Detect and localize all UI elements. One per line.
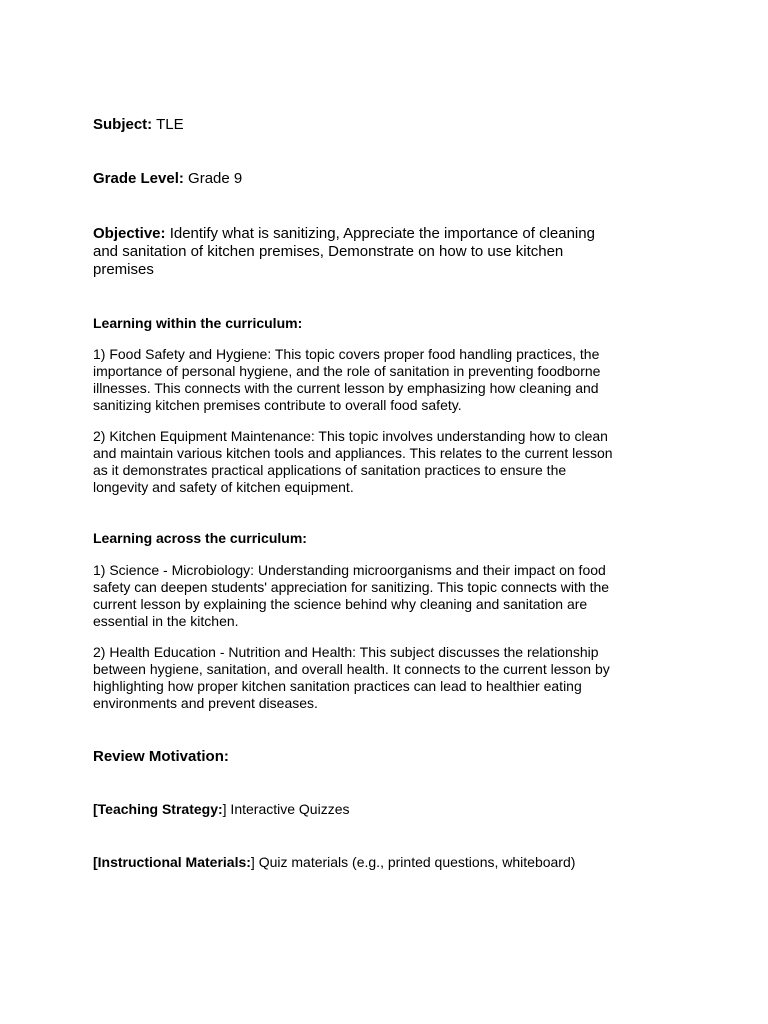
strategy-value: ] Interactive Quizzes [222, 801, 350, 817]
objective-line-1 [93, 225, 595, 243]
review-heading [93, 748, 229, 766]
within-item2-line3: as it demonstrates practical applications of sanitation practices to ensure the [93, 462, 567, 478]
across-item2-line1: 2) Health Education - Nutrition and Health: This subject discusses the relationship [93, 644, 599, 660]
within-item1-line2: importance of personal hygiene, and the role of sanitation in preventing foodborne [93, 363, 601, 379]
objective-line-2: and sanitation of kitchen premises, Demonstrate on how to use kitchen [93, 243, 564, 260]
across-item1-line1: 1) Science - Microbiology: Understanding microorganisms and their impact on food [93, 562, 606, 578]
grade-label: Grade Level: [93, 170, 184, 187]
subject-label: Subject: [93, 116, 153, 133]
within-item2-line1: 2) Kitchen Equipment Maintenance: This topic involves understanding how to clean [93, 428, 608, 444]
subject-value: TLE [152, 116, 184, 133]
within-item1-line1: 1) Food Safety and Hygiene: This topic covers proper food handling practices, the [93, 346, 600, 362]
review-heading-text: Review Motivation: [93, 748, 229, 765]
across-item2-line3: highlighting how proper kitchen sanitation practices can lead to healthier eating [93, 678, 582, 694]
objective-label: Objective: [93, 225, 166, 242]
objective-text-1: Identify what is sanitizing, Appreciate the importance of cleaning [165, 225, 595, 242]
across-item1-line4: essential in the kitchen. [93, 613, 239, 629]
within-item1-line3: illnesses. This connects with the current lesson by emphasizing how cleaning and [93, 380, 599, 396]
across-heading [93, 530, 307, 547]
strategy-label: [Teaching Strategy: [93, 801, 223, 817]
across-item1-line2: safety can deepen students' appreciation for sanitizing. This topic connects with the [93, 579, 610, 595]
across-item1-line3: current lesson by explaining the science behind why cleaning and sanitation are [93, 596, 588, 612]
objective-line-3: premises [93, 261, 154, 278]
strategy-line [93, 801, 349, 818]
materials-line [93, 854, 575, 871]
within-item1-line4: sanitizing kitchen premises contribute to overall food safety. [93, 397, 462, 413]
within-item2-line2: and maintain various kitchen tools and appliances. This relates to the current lesson [93, 445, 613, 461]
across-item2-line2: between hygiene, sanitation, and overall health. It connects to the current lesson by [93, 661, 610, 677]
across-heading-text: Learning across the curriculum: [93, 530, 307, 546]
within-heading-text: Learning within the curriculum: [93, 315, 303, 331]
materials-value: ] Quiz materials (e.g., printed questions, whiteboard) [250, 854, 576, 870]
across-item2-line4: environments and prevent diseases. [93, 695, 318, 711]
within-item2-line4: longevity and safety of kitchen equipment. [93, 479, 354, 495]
grade-value: Grade 9 [183, 170, 243, 187]
within-heading [93, 315, 302, 332]
materials-label: [Instructional Materials: [93, 854, 251, 870]
grade-line [93, 170, 242, 188]
subject-line [93, 116, 184, 134]
